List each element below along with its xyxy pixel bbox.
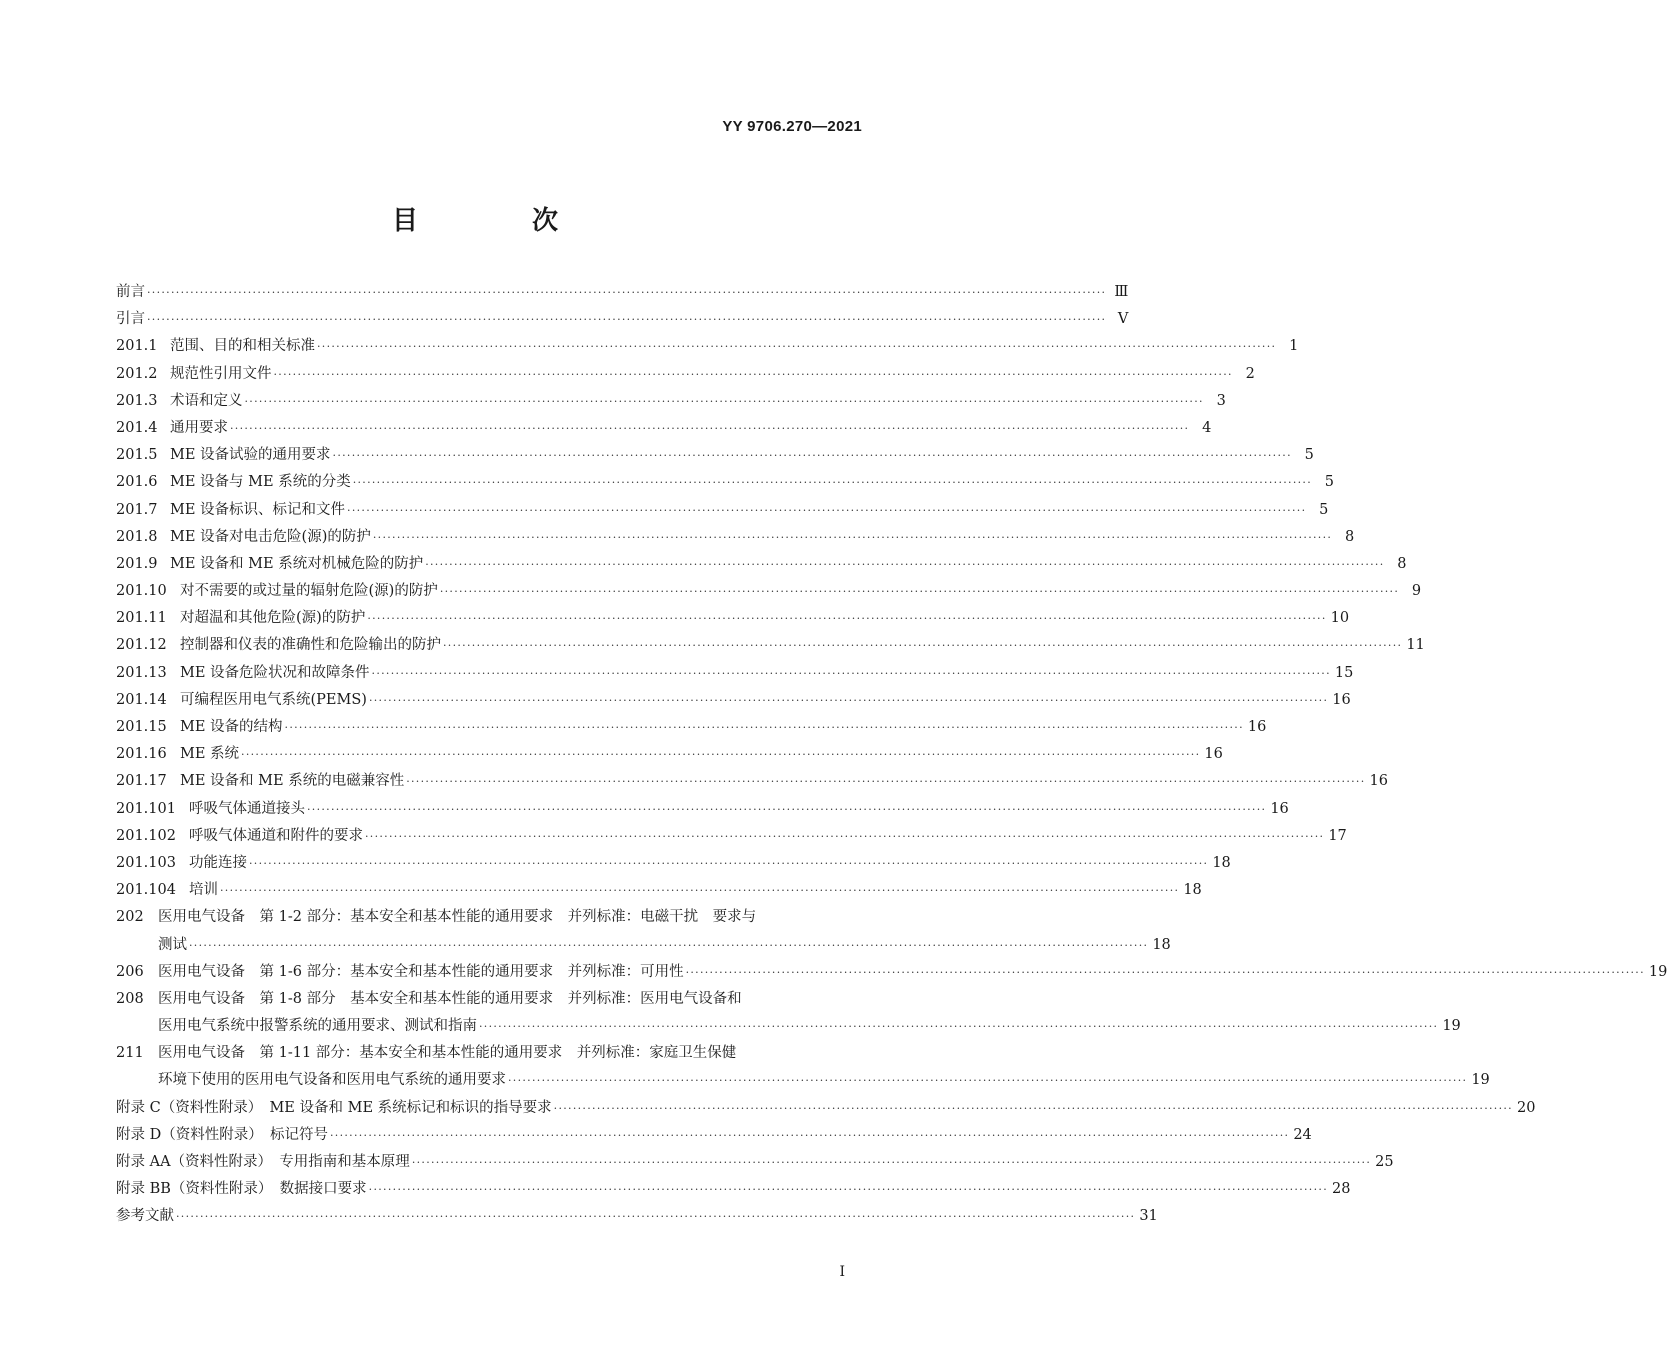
toc-entry-page: 11 xyxy=(1406,637,1425,654)
toc-entry[interactable] xyxy=(116,797,1289,824)
toc-entry-page: 18 xyxy=(1152,936,1171,953)
toc-entry[interactable] xyxy=(116,498,1329,525)
toc-entry-label: ME 设备和 ME 系统的电磁兼容性 xyxy=(180,773,405,790)
dot-leader: ········································································································································································································ xyxy=(329,1128,1290,1142)
toc-entry[interactable] xyxy=(116,851,1231,878)
toc-entry-number: 201.16 xyxy=(116,746,167,763)
dot-leader: ········································································································································································································ xyxy=(241,748,1201,762)
toc-entry-label: ME 设备试验的通用要求 xyxy=(170,447,331,464)
toc-entry-page: 17 xyxy=(1328,827,1347,844)
toc-entry-page: 24 xyxy=(1293,1126,1312,1143)
standard-code: YY 9706.270—2021 xyxy=(722,118,862,135)
toc-entry[interactable] xyxy=(116,416,1212,443)
toc-entry-annex[interactable] xyxy=(116,1177,1351,1204)
toc-entry-number: 202 xyxy=(116,909,144,926)
toc-entry-label: 医用电气设备 第 1-6 部分：基本安全和基本性能的通用要求 并列标准：可用性 xyxy=(158,963,684,980)
dot-leader: ········································································································································································································ xyxy=(284,721,1244,734)
toc-entry-number: 201.7 xyxy=(116,501,158,518)
toc-entry-number: 201.3 xyxy=(116,392,158,409)
dot-leader: ········································································································································································································ xyxy=(273,367,1233,381)
toc-entry-label: 对超温和其他危险(源)的防护 xyxy=(180,610,366,627)
toc-entry-page: 8 xyxy=(1344,528,1355,545)
toc-entry-label: 引言 xyxy=(116,311,145,328)
page-number: I xyxy=(839,1264,845,1280)
toc-entry-page: 9 xyxy=(1411,583,1422,600)
toc-entry-label: 参考文献 xyxy=(116,1208,174,1225)
toc-entry-number: 201.8 xyxy=(116,528,158,545)
toc-entry-page: 20 xyxy=(1516,1099,1536,1116)
dot-leader: ········································································································································································································ xyxy=(479,1020,1439,1034)
toc-entry[interactable] xyxy=(116,905,1171,959)
toc-entry-label-cont: 医用电气系统中报警系统的通用要求、测试和指南 xyxy=(158,1018,477,1035)
toc-entry-number: 201.6 xyxy=(116,474,158,491)
toc-entry-page: 5 xyxy=(1319,501,1329,518)
toc-entry-label: 呼吸气体通道和附件的要求 xyxy=(189,827,363,844)
toc-entry-label: ME 设备对电击危险(源)的防护 xyxy=(170,528,371,545)
dot-leader: ········································································································································································································ xyxy=(307,802,1267,816)
toc-entry-page: 16 xyxy=(1204,746,1223,763)
toc-entry[interactable] xyxy=(116,443,1314,470)
toc-entry[interactable] xyxy=(116,661,1354,688)
toc-entry[interactable] xyxy=(116,606,1350,633)
toc-entry-label: ME 系统 xyxy=(180,746,240,763)
toc-entry-annex[interactable] xyxy=(116,1096,1536,1123)
toc-entry-number: 201.9 xyxy=(116,555,158,572)
dot-leader: ········································································································································································································ xyxy=(443,639,1403,653)
toc-entry[interactable] xyxy=(116,280,1129,307)
dot-leader: ········································································································································································································ xyxy=(249,856,1209,870)
toc-entry-number: 201.12 xyxy=(116,637,167,654)
dot-leader: ········································································································································································································ xyxy=(685,965,1645,979)
toc-entry-number: 201.14 xyxy=(116,691,167,708)
toc-entry-page: 5 xyxy=(1324,474,1335,491)
toc-entry-page: 16 xyxy=(1369,773,1388,790)
toc-entry[interactable] xyxy=(116,878,1202,905)
toc-entry-label: ME 设备和 ME 系统对机械危险的防护 xyxy=(170,555,424,572)
dot-leader: ········································································································································································································ xyxy=(553,1101,1513,1115)
dot-leader: ········································································································································································································ xyxy=(425,557,1385,571)
toc-entry-page: 31 xyxy=(1139,1208,1158,1225)
toc-entry-number: 201.17 xyxy=(116,773,167,790)
dot-leader: ········································································································································································································ xyxy=(230,421,1190,435)
dot-leader: ········································································································································································································ xyxy=(411,1156,1372,1169)
toc-entry-number: 201.101 xyxy=(116,800,176,817)
toc-entry-page: 28 xyxy=(1332,1181,1351,1198)
dot-leader: ········································································································································································································ xyxy=(406,775,1366,789)
toc-entry-page: 1 xyxy=(1289,338,1299,355)
toc-entry-page: 16 xyxy=(1332,691,1351,708)
dot-leader: ········································································································································································································ xyxy=(244,394,1204,408)
toc-entry-number: 201.104 xyxy=(116,882,176,899)
toc-entry-label: 附录 C（资料性附录） ME 设备和 ME 系统标记和标识的指导要求 xyxy=(116,1099,552,1116)
toc-entry-page: Ⅲ xyxy=(1114,284,1129,300)
toc-entry-label-cont: 测试 xyxy=(158,936,187,953)
table-of-contents xyxy=(116,280,1667,1232)
toc-entry-label: 前言 xyxy=(116,284,145,300)
toc-entry-page: 18 xyxy=(1212,854,1231,871)
toc-entry-number: 201.4 xyxy=(116,419,158,436)
dot-leader: ········································································································································································································ xyxy=(368,1183,1328,1197)
dot-leader: ········································································································································································································ xyxy=(368,693,1329,707)
dot-leader: ········································································································································································································ xyxy=(347,503,1307,517)
dot-leader: ········································································································································································································ xyxy=(371,666,1331,680)
toc-entry-label: 通用要求 xyxy=(170,419,228,436)
dot-leader: ········································································································································································································ xyxy=(220,884,1180,898)
dot-leader: ········································································································································································································ xyxy=(365,829,1325,843)
page-title: 目 次 xyxy=(391,206,602,236)
dot-leader: ········································································································································································································ xyxy=(367,612,1327,626)
toc-entry-label: 术语和定义 xyxy=(170,392,243,409)
toc-entry-page: 25 xyxy=(1375,1154,1394,1170)
toc-entry-number: 201.102 xyxy=(116,827,176,844)
toc-entry-number: 206 xyxy=(116,963,144,980)
dot-leader: ········································································································································································································ xyxy=(147,313,1107,327)
toc-entry-number: 201.15 xyxy=(116,719,167,735)
toc-entry[interactable] xyxy=(116,769,1388,796)
toc-entry[interactable] xyxy=(116,633,1425,660)
toc-entry-label: 医用电气设备 第 1-11 部分：基本安全和基本性能的通用要求 并列标准：家庭卫生保健 xyxy=(158,1045,737,1062)
toc-entry-label: 对不需要的或过量的辐射危险(源)的防护 xyxy=(180,583,438,600)
toc-entry-number: 201.5 xyxy=(116,447,158,464)
toc-entry[interactable] xyxy=(116,688,1351,715)
toc-entry-label: 附录 BB（资料性附录） 数据接口要求 xyxy=(116,1181,367,1198)
dot-leader: ········································································································································································································ xyxy=(317,340,1277,354)
toc-entry-page: 3 xyxy=(1216,392,1226,409)
toc-entry-page: 4 xyxy=(1202,419,1212,436)
toc-entry-page: 19 xyxy=(1442,1018,1461,1035)
toc-entry-number: 201.103 xyxy=(116,854,176,871)
toc-entry-page: 2 xyxy=(1245,365,1255,382)
dot-leader: ········································································································································································································ xyxy=(189,938,1149,952)
toc-entry[interactable] xyxy=(116,470,1335,497)
dot-leader: ········································································································································································································ xyxy=(147,286,1107,299)
toc-entry[interactable] xyxy=(116,715,1267,742)
toc-entry-label: 可编程医用电气系统(PEMS) xyxy=(180,691,367,708)
toc-entry[interactable] xyxy=(116,579,1422,606)
toc-entry-label: 培训 xyxy=(189,882,218,899)
toc-entry-page: 19 xyxy=(1471,1072,1490,1089)
toc-entry[interactable] xyxy=(116,552,1407,579)
toc-entry-label: 医用电气设备 第 1-8 部分 基本安全和基本性能的通用要求 并列标准：医用电气设备和 xyxy=(158,990,742,1007)
dot-leader: ········································································································································································································ xyxy=(508,1074,1468,1088)
dot-leader: ········································································································································································································ xyxy=(332,449,1292,463)
toc-entry-label: ME 设备标识、标记和文件 xyxy=(170,501,346,518)
toc-entry-label: 呼吸气体通道接头 xyxy=(189,800,305,817)
toc-entry-page: 8 xyxy=(1397,555,1407,572)
toc-entry-number: 201.13 xyxy=(116,664,167,681)
toc-entry-page: 16 xyxy=(1270,800,1289,817)
dot-leader: ········································································································································································································ xyxy=(176,1210,1136,1224)
dot-leader: ········································································································································································································ xyxy=(352,476,1313,490)
toc-entry[interactable] xyxy=(116,824,1347,851)
toc-entry-number: 211 xyxy=(116,1045,144,1062)
toc-entry-number: 201.11 xyxy=(116,610,167,627)
toc-entry-label: 功能连接 xyxy=(189,854,247,871)
toc-entry-page: 18 xyxy=(1183,882,1202,899)
toc-entry-label: 范围、目的和相关标准 xyxy=(170,338,315,355)
toc-entry[interactable] xyxy=(116,742,1223,769)
toc-entry-number: 201.1 xyxy=(116,338,158,355)
dot-leader: ········································································································································································································ xyxy=(372,530,1333,544)
toc-entry-page: 5 xyxy=(1304,447,1314,464)
toc-entry[interactable] xyxy=(116,987,1461,1041)
toc-entry-label: ME 设备与 ME 系统的分类 xyxy=(170,474,351,491)
toc-entry-label: ME 设备危险状况和故障条件 xyxy=(180,664,370,681)
toc-entry[interactable] xyxy=(116,1041,1490,1095)
toc-entry[interactable] xyxy=(116,362,1255,389)
toc-entry[interactable] xyxy=(116,389,1226,416)
toc-entry-label: ME 设备的结构 xyxy=(180,719,283,735)
toc-entry[interactable] xyxy=(116,960,1667,987)
dot-leader: ········································································································································································································ xyxy=(439,585,1400,599)
toc-entry-label: 控制器和仪表的准确性和危险输出的防护 xyxy=(180,637,441,654)
toc-entry-number: 208 xyxy=(116,990,144,1007)
toc-entry-page: Ⅴ xyxy=(1117,311,1129,328)
toc-entry-page: 19 xyxy=(1648,963,1667,980)
toc-entry[interactable] xyxy=(116,307,1129,334)
toc-entry-annex[interactable] xyxy=(116,1150,1394,1177)
toc-entry-label: 附录 AA（资料性附录） 专用指南和基本原理 xyxy=(116,1154,410,1170)
toc-entry-page: 10 xyxy=(1330,610,1350,627)
toc-entry-number: 201.10 xyxy=(116,583,167,600)
toc-entry-page: 16 xyxy=(1247,719,1267,735)
toc-entry-page: 15 xyxy=(1334,664,1354,681)
toc-entry[interactable] xyxy=(116,525,1355,552)
toc-entry-annex[interactable] xyxy=(116,1123,1312,1150)
toc-entry-label: 医用电气设备 第 1-2 部分：基本安全和基本性能的通用要求 并列标准：电磁干扰 要求与 xyxy=(158,909,757,926)
toc-entry-annex[interactable] xyxy=(116,1204,1158,1231)
toc-entry-label: 规范性引用文件 xyxy=(170,365,272,382)
toc-entry-number: 201.2 xyxy=(116,365,158,382)
toc-entry-label: 附录 D（资料性附录） 标记符号 xyxy=(116,1126,328,1143)
toc-entry-label-cont: 环境下使用的医用电气设备和医用电气系统的通用要求 xyxy=(158,1072,506,1089)
toc-entry[interactable] xyxy=(116,334,1299,361)
